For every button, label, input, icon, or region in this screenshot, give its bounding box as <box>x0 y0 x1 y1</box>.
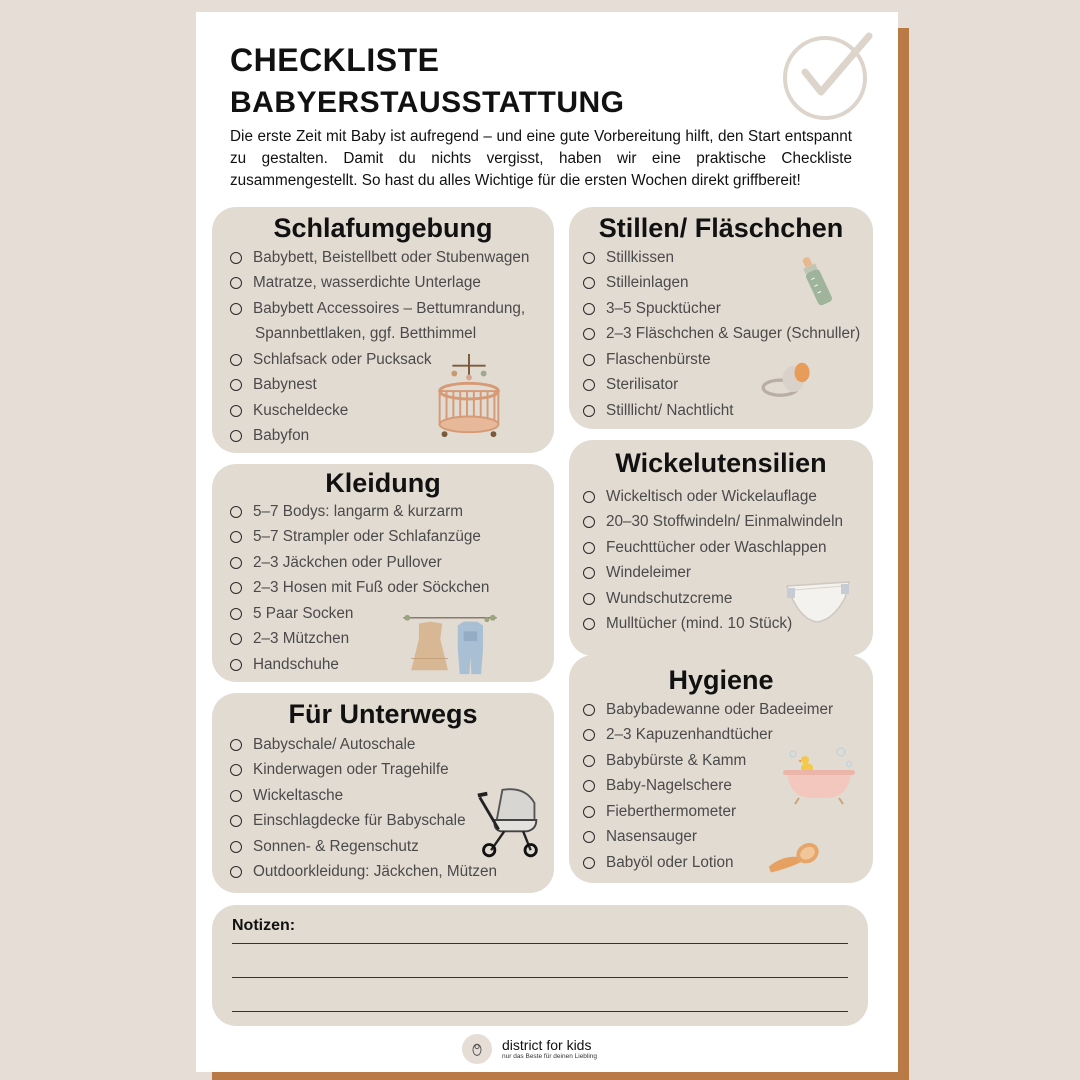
footer-brand <box>462 1034 597 1064</box>
checkbox[interactable] <box>230 866 242 878</box>
checklist-item[interactable]: Handschuhe <box>230 652 548 678</box>
checkbox[interactable] <box>583 755 595 767</box>
section-stillen <box>569 207 873 429</box>
brand-name: district for kids <box>502 1036 592 1053</box>
checkbox[interactable] <box>583 491 595 503</box>
checklist-item[interactable]: Babyfon <box>230 424 548 450</box>
checkbox[interactable] <box>583 729 595 741</box>
section-title: Schlafumgebung <box>273 213 493 243</box>
checkbox[interactable] <box>583 277 595 289</box>
notes-section <box>212 905 868 1026</box>
checkbox[interactable] <box>583 618 595 630</box>
checkbox[interactable] <box>583 516 595 528</box>
checklist-item[interactable]: Fieberthermometer <box>583 799 867 825</box>
notes-line[interactable] <box>232 977 848 978</box>
bathtub-icon <box>779 745 859 807</box>
page-subtitle: BABYERSTAUSSTATTUNG <box>230 86 625 119</box>
checklist-item[interactable]: 2–3 Mützchen <box>230 627 548 653</box>
checklist-item[interactable]: Babybett Accessoires – Bettumrandung, <box>230 296 548 322</box>
checkbox[interactable] <box>230 430 242 442</box>
stroller-icon <box>476 779 542 861</box>
checklist-item[interactable]: 3–5 Spucktücher <box>583 296 867 322</box>
checklist-item[interactable]: 2–3 Hosen mit Fuß oder Söckchen <box>230 576 548 602</box>
section-unterwegs <box>212 693 554 893</box>
notes-line[interactable] <box>232 1011 848 1012</box>
checkbox[interactable] <box>230 815 242 827</box>
section-hygiene <box>569 655 873 883</box>
checklist-item[interactable]: Schlafsack oder Pucksack <box>230 347 548 373</box>
checklist-item[interactable]: Stilllicht/ Nachtlicht <box>583 398 867 424</box>
section-title: Hygiene <box>668 665 774 695</box>
section-title: Wickelutensilien <box>615 448 827 478</box>
checkbox[interactable] <box>230 582 242 594</box>
diaper-icon <box>783 576 853 626</box>
check-badge-icon <box>779 22 879 122</box>
checkbox[interactable] <box>230 379 242 391</box>
notes-label: Notizen: <box>232 917 296 934</box>
section-title: Kleidung <box>325 468 441 498</box>
checkbox[interactable] <box>230 506 242 518</box>
checklist-item[interactable]: Sterilisator <box>583 373 867 399</box>
checklist-item[interactable]: Flaschenbürste <box>583 347 867 373</box>
pacifier-icon <box>761 357 815 401</box>
page-title: CHECKLISTE <box>230 42 440 78</box>
checklist-item[interactable]: Babybadewanne oder Badeeimer <box>583 697 867 723</box>
crib-icon <box>434 352 504 440</box>
checkbox[interactable] <box>583 567 595 579</box>
checkbox[interactable] <box>583 780 595 792</box>
checkbox[interactable] <box>230 739 242 751</box>
checklist-item[interactable]: Stillkissen <box>583 245 867 271</box>
checkbox[interactable] <box>230 659 242 671</box>
checkbox[interactable] <box>230 303 242 315</box>
brush-icon <box>765 839 823 879</box>
checkbox[interactable] <box>230 277 242 289</box>
clothes-icon <box>398 610 502 678</box>
checkbox[interactable] <box>230 531 242 543</box>
checklist-item[interactable]: 20–30 Stoffwindeln/ Einmalwindeln <box>583 510 867 536</box>
checkbox[interactable] <box>230 633 242 645</box>
checkbox[interactable] <box>583 354 595 366</box>
checklist-item[interactable]: 5–7 Bodys: langarm & kurzarm <box>230 499 548 525</box>
checklist-item[interactable]: Kinderwagen oder Tragehilfe <box>230 758 548 784</box>
checkbox[interactable] <box>230 354 242 366</box>
checklist-item[interactable]: Nasensauger <box>583 825 867 851</box>
checklist-item[interactable]: 5 Paar Socken <box>230 601 548 627</box>
section-schlafumgebung <box>212 207 554 453</box>
checkbox[interactable] <box>583 593 595 605</box>
checklist-item[interactable]: Stilleinlagen <box>583 271 867 297</box>
section-title: Stillen/ Fläschchen <box>598 213 844 243</box>
checklist-item[interactable]: Einschlagdecke für Babyschale <box>230 809 548 835</box>
bottle-icon <box>795 255 839 311</box>
checklist-item[interactable]: Wickeltisch oder Wickelauflage <box>583 484 867 510</box>
checkbox[interactable] <box>583 252 595 264</box>
checklist-item[interactable]: Wickeltasche <box>230 783 548 809</box>
checkbox[interactable] <box>230 608 242 620</box>
checkbox[interactable] <box>583 857 595 869</box>
checklist-item[interactable]: Sonnen- & Regenschutz <box>230 834 548 860</box>
checkbox[interactable] <box>583 328 595 340</box>
checklist-item[interactable]: Baby-Nagelschere <box>583 774 867 800</box>
checkbox[interactable] <box>583 831 595 843</box>
checkbox[interactable] <box>230 405 242 417</box>
baby-logo-icon <box>462 1034 492 1064</box>
checkbox[interactable] <box>230 557 242 569</box>
checkbox[interactable] <box>583 405 595 417</box>
checkbox[interactable] <box>583 806 595 818</box>
checklist-item[interactable]: Babynest <box>230 373 548 399</box>
checklist-item[interactable]: Wundschutzcreme <box>583 586 867 612</box>
checkbox[interactable] <box>230 764 242 776</box>
checklist-item[interactable]: Babyöl oder Lotion <box>583 850 867 876</box>
checklist-item[interactable]: 2–3 Kapuzenhandtücher <box>583 723 867 749</box>
checklist-item[interactable]: Babyschale/ Autoschale <box>230 732 548 758</box>
checkbox[interactable] <box>230 252 242 264</box>
intro-text: Die erste Zeit mit Baby ist aufregend – und eine gute Vorbereitung hilft, den Start entspannt zu gestalten. Damit du nichts vergisst, haben wir eine praktische Checkliste zusammengestellt. So hast du alles Wichtige für die ersten Wochen direkt griffbereit! <box>230 128 852 189</box>
checklist-item[interactable]: Kuscheldecke <box>230 398 548 424</box>
checklist-item[interactable]: 2–3 Fläschchen & Sauger (Schnuller) <box>583 322 867 348</box>
brand-tagline: nur das Beste für deinen Liebling <box>502 1052 598 1060</box>
section-kleidung <box>212 464 554 682</box>
checklist-item[interactable]: Matratze, wasserdichte Unterlage <box>230 271 548 297</box>
checklist-sheet <box>196 12 898 1072</box>
checklist-item[interactable]: Outdoorkleidung: Jäckchen, Mützen <box>230 860 548 886</box>
checklist-item[interactable]: Babybürste & Kamm <box>583 748 867 774</box>
checkbox[interactable] <box>230 841 242 853</box>
checkbox[interactable] <box>230 790 242 802</box>
checklist-item[interactable]: Feuchttücher oder Waschlappen <box>583 535 867 561</box>
checklist-item[interactable]: 2–3 Jäckchen oder Pullover <box>230 550 548 576</box>
section-title: Für Unterwegs <box>288 699 478 729</box>
checkbox[interactable] <box>583 542 595 554</box>
checklist-item[interactable]: 5–7 Strampler oder Schlafanzüge <box>230 525 548 551</box>
checkbox[interactable] <box>583 704 595 716</box>
checklist-item[interactable]: Windeleimer <box>583 561 867 587</box>
checkbox[interactable] <box>583 303 595 315</box>
checklist-item[interactable]: Mulltücher (mind. 10 Stück) <box>583 612 867 638</box>
checkbox[interactable] <box>583 379 595 391</box>
checklist-item-continuation: Spannbettlaken, ggf. Betthimmel <box>255 325 477 343</box>
notes-line[interactable] <box>232 943 848 944</box>
checklist-item[interactable]: Babybett, Beistellbett oder Stubenwagen <box>230 245 548 271</box>
section-wickelutensilien <box>569 440 873 656</box>
